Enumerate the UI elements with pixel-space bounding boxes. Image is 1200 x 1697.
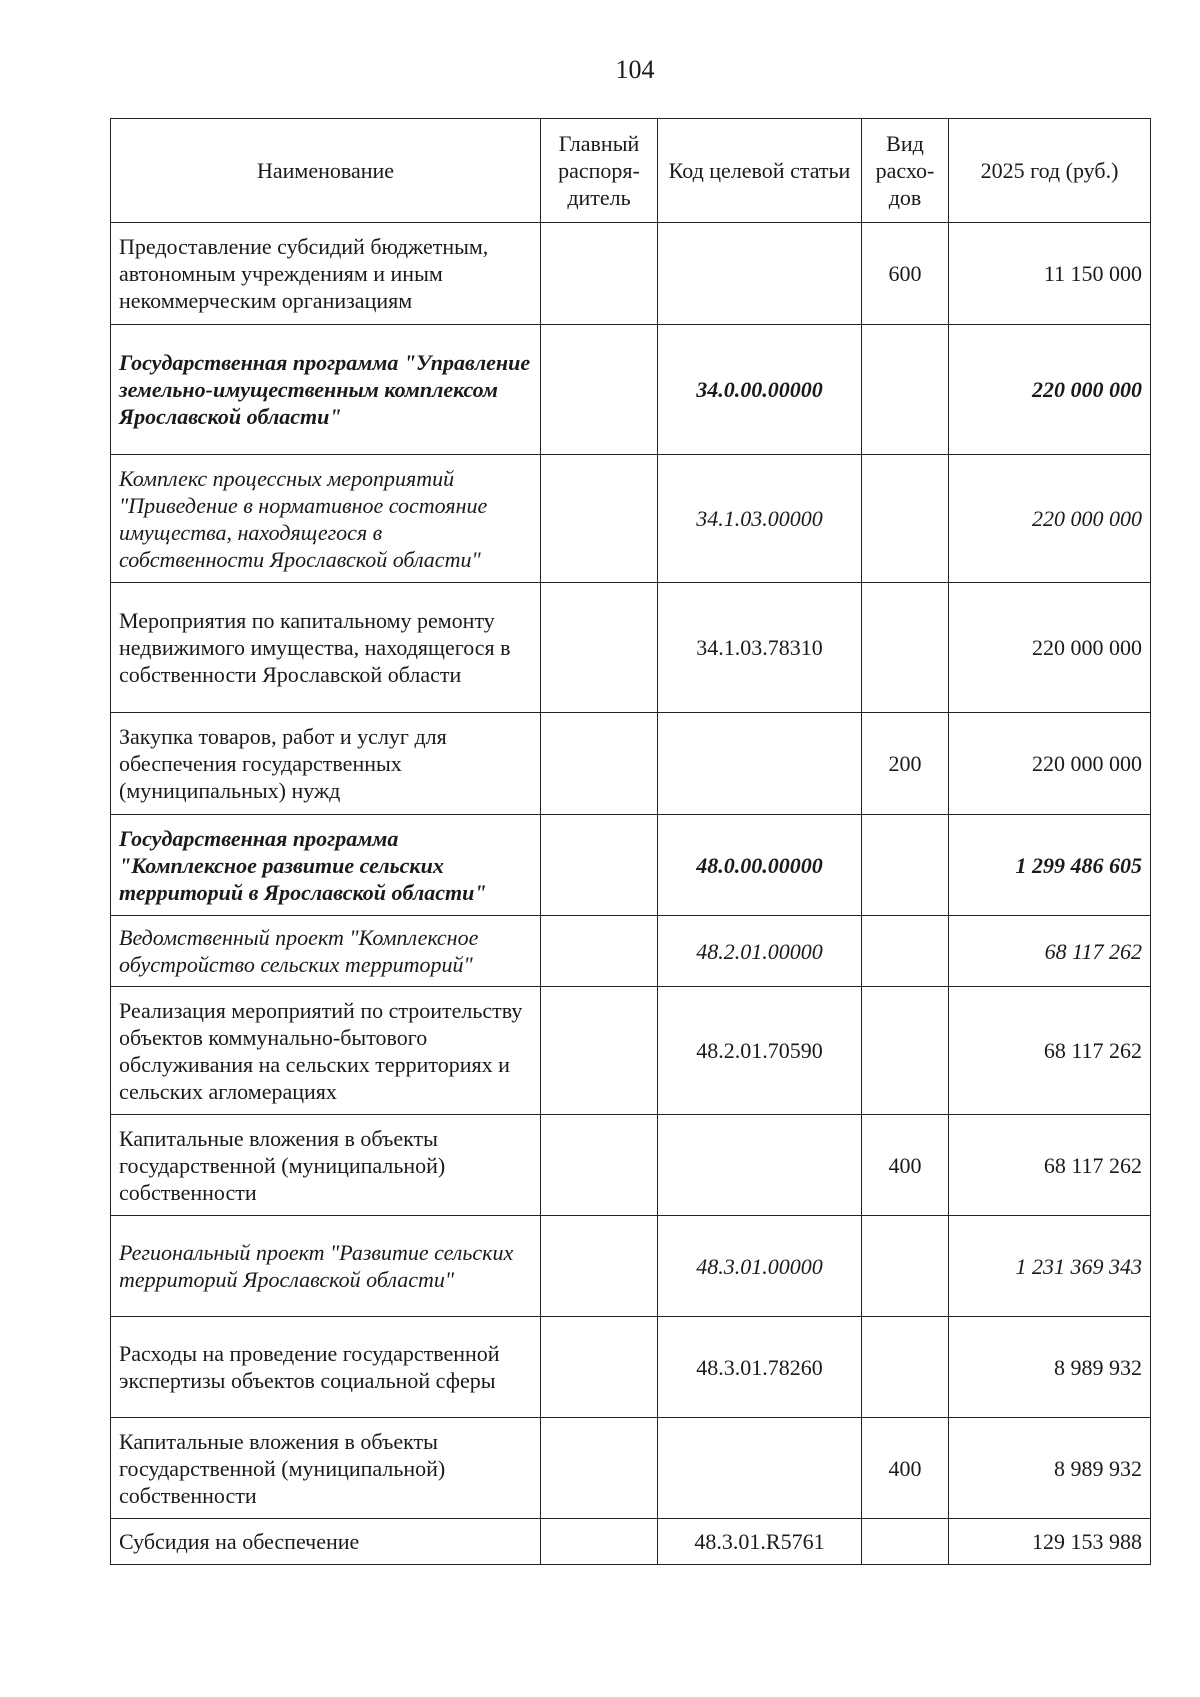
row-admin <box>541 455 658 583</box>
row-amount: 1 231 369 343 <box>949 1216 1151 1317</box>
row-code: 48.2.01.00000 <box>658 916 862 987</box>
row-admin <box>541 1216 658 1317</box>
row-name: Капитальные вложения в объекты государственной (муниципальной) собственности <box>111 1418 541 1519</box>
table-row <box>111 815 1151 916</box>
header-type: Вид расхо-дов <box>862 119 949 223</box>
row-code: 48.2.01.70590 <box>658 987 862 1115</box>
row-type <box>862 1216 949 1317</box>
row-name: Закупка товаров, работ и услуг для обеспечения государственных (муниципальных) нужд <box>111 713 541 815</box>
table-row <box>111 1519 1151 1565</box>
row-amount: 220 000 000 <box>949 455 1151 583</box>
row-name: Государственная программа "Управление земельно-имущественным комплексом Ярославской области" <box>111 325 541 455</box>
row-amount: 220 000 000 <box>949 713 1151 815</box>
row-admin <box>541 1115 658 1216</box>
row-code <box>658 1418 862 1519</box>
header-row <box>111 119 1151 223</box>
row-name: Субсидия на обеспечение <box>111 1519 541 1565</box>
row-code: 48.3.01.00000 <box>658 1216 862 1317</box>
row-name: Мероприятия по капитальному ремонту недвижимого имущества, находящегося в собственности Ярославской области <box>111 583 541 713</box>
row-admin <box>541 223 658 325</box>
row-name: Ведомственный проект "Комплексное обустройство сельских территорий" <box>111 916 541 987</box>
row-amount: 8 989 932 <box>949 1418 1151 1519</box>
row-type: 200 <box>862 713 949 815</box>
row-code <box>658 713 862 815</box>
row-admin <box>541 1317 658 1418</box>
table-row <box>111 916 1151 987</box>
table-row <box>111 1317 1151 1418</box>
row-admin <box>541 1519 658 1565</box>
row-name: Реализация мероприятий по строительству объектов коммунально-бытового обслуживания на сельских территориях и сельских агломерациях <box>111 987 541 1115</box>
row-amount: 220 000 000 <box>949 583 1151 713</box>
row-amount: 68 117 262 <box>949 916 1151 987</box>
row-type <box>862 987 949 1115</box>
row-type: 600 <box>862 223 949 325</box>
table-row <box>111 1216 1151 1317</box>
table-row <box>111 987 1151 1115</box>
table-row <box>111 455 1151 583</box>
row-amount: 68 117 262 <box>949 987 1151 1115</box>
row-name: Региональный проект "Развитие сельских территорий Ярославской области" <box>111 1216 541 1317</box>
row-admin <box>541 1418 658 1519</box>
row-code: 34.0.00.00000 <box>658 325 862 455</box>
row-code: 34.1.03.78310 <box>658 583 862 713</box>
table-row <box>111 223 1151 325</box>
row-admin <box>541 713 658 815</box>
row-amount: 11 150 000 <box>949 223 1151 325</box>
row-name: Предоставление субсидий бюджетным, автономным учреждениям и иным некоммерческим организациям <box>111 223 541 325</box>
row-code: 48.3.01.78260 <box>658 1317 862 1418</box>
row-amount: 68 117 262 <box>949 1115 1151 1216</box>
table-row <box>111 713 1151 815</box>
row-code <box>658 223 862 325</box>
table-row <box>111 583 1151 713</box>
table-row <box>111 325 1151 455</box>
row-admin <box>541 987 658 1115</box>
row-code: 48.3.01.R5761 <box>658 1519 862 1565</box>
row-type <box>862 916 949 987</box>
row-code <box>658 1115 862 1216</box>
row-type <box>862 1317 949 1418</box>
row-type <box>862 325 949 455</box>
row-amount: 129 153 988 <box>949 1519 1151 1565</box>
row-name: Государственная программа "Комплексное развитие сельских территорий в Ярославской области" <box>111 815 541 916</box>
table-row <box>111 1418 1151 1519</box>
row-admin <box>541 583 658 713</box>
row-admin <box>541 815 658 916</box>
row-admin <box>541 916 658 987</box>
table-row <box>111 1115 1151 1216</box>
row-type <box>862 815 949 916</box>
header-amount: 2025 год (руб.) <box>949 119 1151 223</box>
row-name: Расходы на проведение государственной экспертизы объектов социальной сферы <box>111 1317 541 1418</box>
page-number: 104 <box>615 55 655 84</box>
row-name: Капитальные вложения в объекты государственной (муниципальной) собственности <box>111 1115 541 1216</box>
header-name: Наименование <box>111 119 541 223</box>
row-code: 48.0.00.00000 <box>658 815 862 916</box>
budget-table <box>110 118 1151 1565</box>
row-type <box>862 455 949 583</box>
row-amount: 1 299 486 605 <box>949 815 1151 916</box>
row-code: 34.1.03.00000 <box>658 455 862 583</box>
header-code: Код целевой статьи <box>658 119 862 223</box>
row-name: Комплекс процессных мероприятий "Приведение в нормативное состояние имущества, находящегося в собственности Ярославской области" <box>111 455 541 583</box>
header-admin: Главный распоря-дитель <box>541 119 658 223</box>
row-type <box>862 583 949 713</box>
row-admin <box>541 325 658 455</box>
row-type: 400 <box>862 1115 949 1216</box>
row-type <box>862 1519 949 1565</box>
row-amount: 8 989 932 <box>949 1317 1151 1418</box>
row-amount: 220 000 000 <box>949 325 1151 455</box>
row-type: 400 <box>862 1418 949 1519</box>
